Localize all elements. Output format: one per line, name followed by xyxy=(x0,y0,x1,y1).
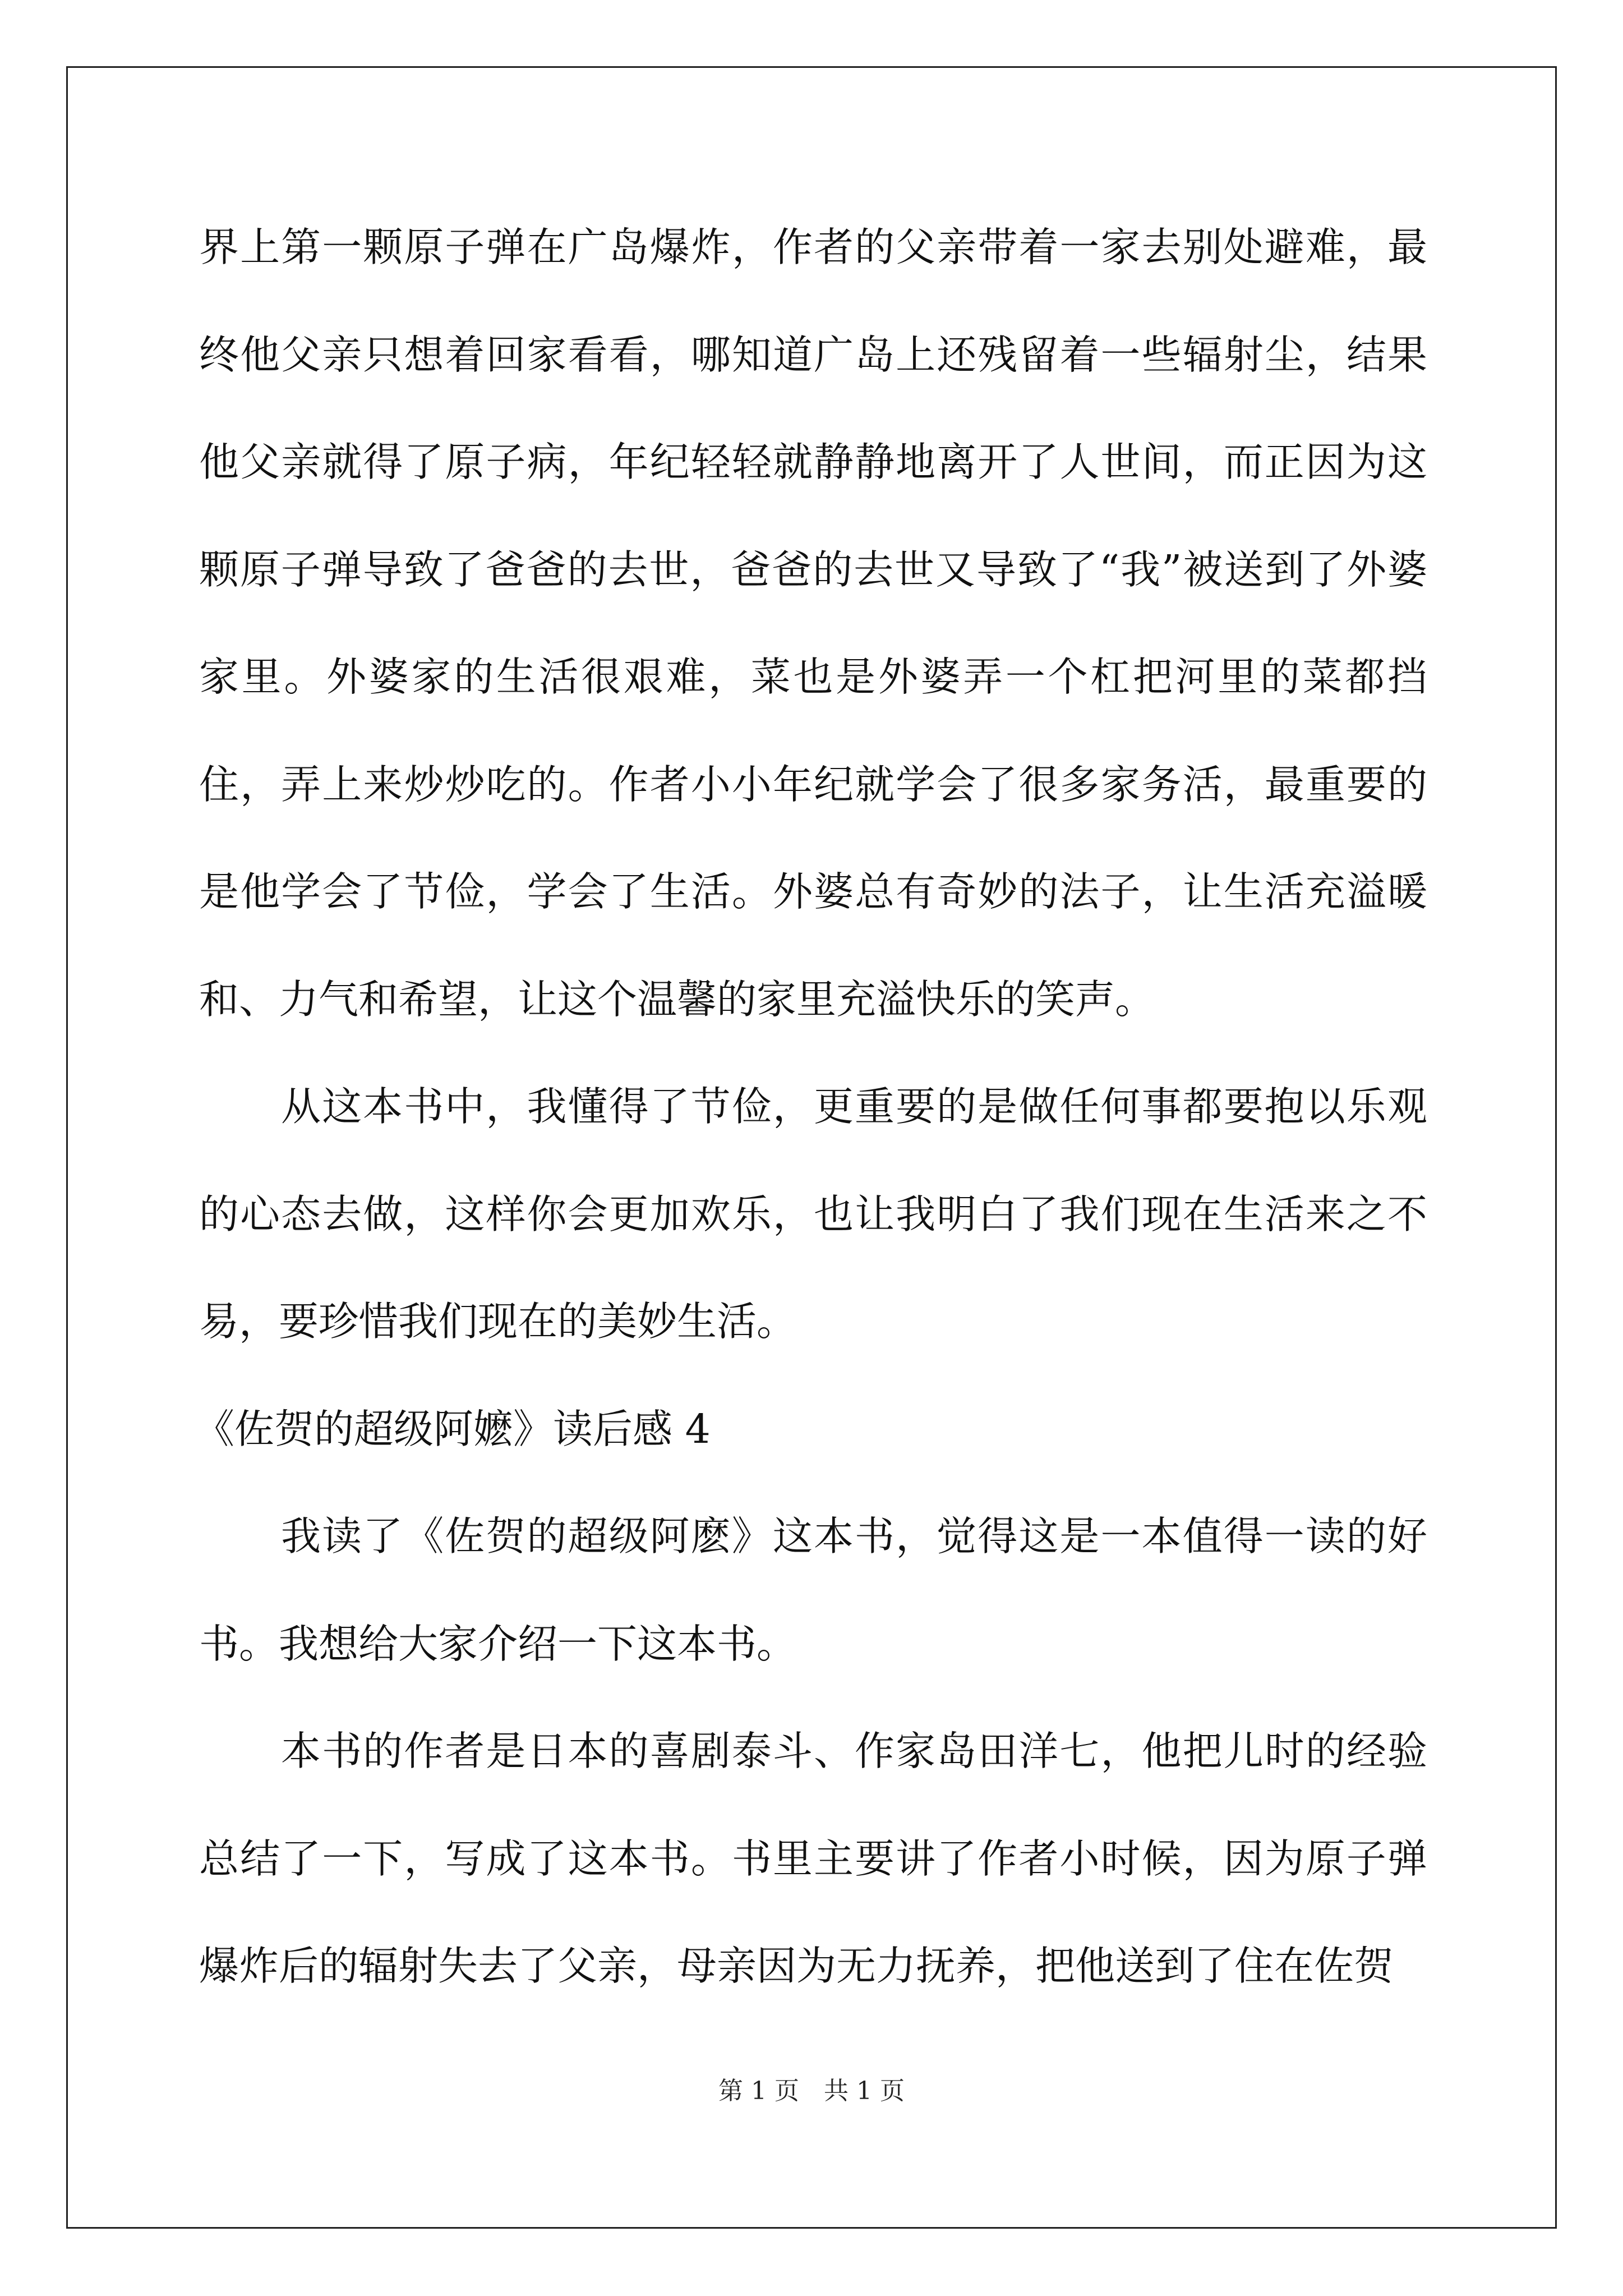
paragraph-4: 本书的作者是日本的喜剧泰斗、作家岛田洋七，他把儿时的经验总结了一下，写成了这本书。书里主要讲了作者小时候，因为原子弹爆炸后的辐射失去了父亲，母亲因为无力抚养，把他送到了住在佐贺 xyxy=(199,1728,1427,1989)
page-footer: 第 1 页 共 1 页 xyxy=(718,2077,905,2105)
paragraph-1: 界上第一颗原子弹在广岛爆炸，作者的父亲带着一家去别处避难，最终他父亲只想着回家看看，哪知道广岛上还残留着一些辐射尘，结果他父亲就得了原子病，年纪轻轻就静静地离开了人世间，而正因为这颗原子弹导致了爸爸的去世，爸爸的去世又导致了“我”被送到了外婆家里。外婆家的生活很艰难，菜也是外婆弄一个杠把河里的菜都挡住，弄上来炒炒吃的。作者小小年纪就学会了很多家务活，最重要的是他学会了节俭，学会了生活。外婆总有奇妙的法子，让生活充溢暖和、力气和希望，让这个温馨的家里充溢快乐的笑声。 xyxy=(199,224,1427,1023)
document-body xyxy=(195,194,1427,2020)
paragraph-2: 从这本书中，我懂得了节俭，更重要的是做任何事都要抱以乐观的心态去做，这样你会更加欢乐，也让我明白了我们现在生活来之不易，要珍惜我们现在的美妙生活。 xyxy=(199,1083,1427,1345)
paragraph-3: 我读了《佐贺的超级阿麽》这本书，觉得这是一本值得一读的好书。我想给大家介绍一下这本书。 xyxy=(199,1513,1427,1667)
section-heading: 《佐贺的超级阿嬷》读后感 4 xyxy=(195,1405,711,1452)
